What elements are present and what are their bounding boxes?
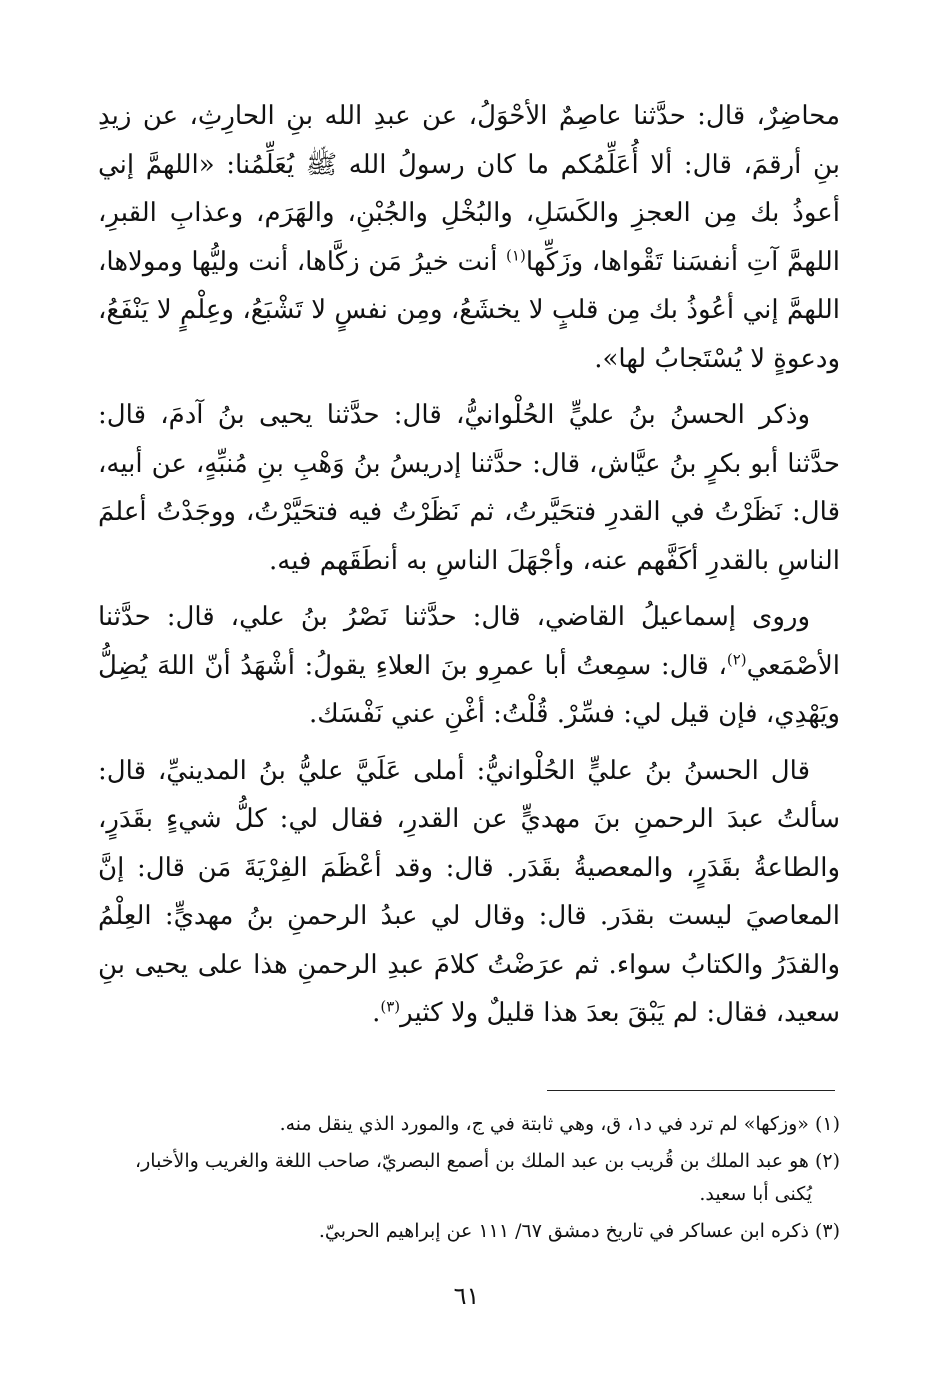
footnote-2-continuation: يُكنى أبا سعيد. [699, 1183, 812, 1205]
paragraph-1-text: محاضِرٌ، قال: حدَّثنا عاصِمٌ الأحْوَلُ، عن عبدِ الله بنِ الحارِثِ، عن زيدِ بنِ أرقمَ، قال: ألا أُعَلِّمُكم ما كان رسولُ الله ﷺ يُعَلِّمُنا: «اللهمَّ إني أعوذُ بك مِن العجزِ والكَسَلِ، والبُخْلِ والجُبْنِ، والهَرَم، وعذابِ القبرِ، اللهمَّ آتِ أنفسَنا تَقْواها، وزَكِّها [98, 101, 840, 277]
footnote-1 [98, 1108, 840, 1141]
page-number: ٦١ [453, 1282, 480, 1310]
paragraph-2 [98, 391, 840, 585]
footnote-3-number: (٣) [814, 1220, 840, 1242]
footnote-1-number: (١) [814, 1113, 840, 1135]
footnote-3 [98, 1215, 840, 1248]
paragraph-1-text-rest: أنت خيرُ مَن زكَّاها، أنت وليُّها ومولاها، اللهمَّ إني أعُوذُ بك مِن قلبٍ لا يخشَعُ، ومِن نفسٍ لا تَشْبَعُ، وعِلْمٍ لا يَنْفَعُ، ودعوةٍ لا يُسْتَجابُ لها». [98, 246, 840, 374]
footnote-marker-2: (٢) [726, 649, 747, 668]
footnote-1-text: «وزكها» لم ترد في د١، ق، وهي ثابتة في ج، والمورد الذي ينقل منه. [279, 1113, 809, 1135]
main-text [98, 92, 840, 1046]
paragraph-4 [98, 747, 840, 1038]
footnote-marker-1: (١) [506, 245, 526, 264]
footnotes [98, 1108, 840, 1252]
paragraph-3-text-rest: ، قال: سمِعتُ أبا عمرِو بنَ العلاءِ يقولُ: أشْهَدُ أنّ اللهَ يُضِلُّ ويَهْدِي، فإن قيل لي: فسِّرْ. قُلْتُ: أغْنِ عني نَفْسَك. [98, 650, 840, 729]
footnote-marker-3: (٣) [380, 997, 401, 1016]
footnote-2 [98, 1145, 840, 1211]
footnote-2-number: (٢) [814, 1150, 840, 1172]
paragraph-4-text: قال الحسنُ بنُ عليٍّ الحُلْوانيُّ: أملى عَلَيَّ عليُّ بنُ المدينيِّ، قال: سألتُ عبدَ الرحمنِ بنَ مهديٍّ عن القدرِ، فقال لي: كلُّ شيءٍ بقَدَرٍ، والطاعةُ بقَدَرٍ، والمعصيةُ بقَدَر. قال: وقد أعْظَمَ الفِرْيَةَ مَن قال: إنَّ المعاصيَ ليست بقدَر. قال: وقال لي عبدُ الرحمنِ بنُ مهديٍّ: العِلْمُ والقدَرُ والكتابُ سواء. ثم عرَضْتُ كلامَ عبدِ الرحمنِ هذا على يحيى بنِ سعيد، فقال: لم يَبْقَ بعدَ هذا قليلٌ ولا كثير [98, 755, 840, 1028]
footnote-2-text: هو عبد الملك بن قُريب بن عبد الملك بن أصمع البصريّ، صاحب اللغة والغريب والأخبار، [134, 1150, 809, 1172]
paragraph-3-text: وروى إسماعيلُ القاضي، قال: حدَّثنا نَصْرُ بنُ علي، قال: حدَّثنا الأصْمَعي [98, 602, 840, 681]
footnote-divider [547, 1090, 835, 1091]
paragraph-2-text: وذكر الحسنُ بنُ عليٍّ الحُلْوانيُّ، قال: حدَّثنا يحيى بنُ آدمَ، قال: حدَّثنا أبو بكرٍ بنُ عيَّاش، قال: حدَّثنا إدريسُ بنُ وَهْبِ بنِ مُنبِّهٍ، عن أبيه، قال: نَظَرْتُ في القدرِ فتحَيَّرتُ، ثم نَظَرْتُ فيه فتحَيَّرْتُ، ووجَدْتُ أعلمَ الناسِ بالقدرِ أكَفَّهم عنه، وأجْهَلَ الناسِ به أنطَقَهم فيه. [98, 400, 840, 576]
paragraph-3 [98, 593, 840, 739]
paragraph-1 [98, 92, 840, 383]
footnote-3-text: ذكره ابن عساكر في تاريخ دمشق ٦٧/ ١١١ عن إبراهيم الحربيّ. [318, 1220, 809, 1242]
paragraph-4-text-rest: . [372, 998, 381, 1028]
